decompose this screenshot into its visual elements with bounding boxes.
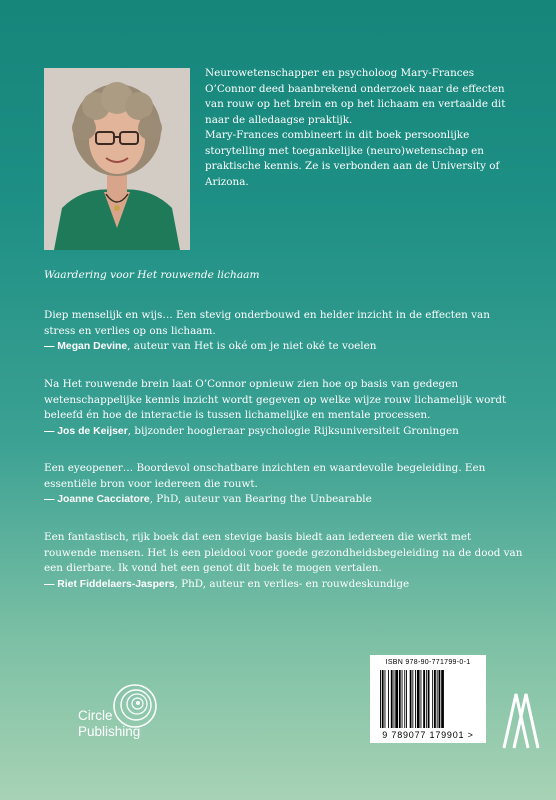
bio-paragraph-1: Neurowetenschapper en psycholoog Mary-Frances O’Connor deed baanbrekend onderzoek naar de effecten van rouw op het brein en op het lichaam en vertaalde dit naar de alledaagse praktijk. xyxy=(205,67,506,126)
review-quote-2 xyxy=(44,377,524,439)
reviewer-name: — Riet Fiddelaers-Jaspers xyxy=(44,578,175,590)
chevron-spine-logo-icon xyxy=(500,690,540,750)
review-text: Na Het rouwende brein laat O’Connor opnieuw zien hoe op basis van gedegen wetenschappelijke kennis inzicht wordt gegeven op welke wijze rouw lichamelijk wordt beleefd én hoe de interactie is tussen lichamelijke en mentale processen. xyxy=(44,378,507,421)
reviewer-credentials: , PhD, auteur en verlies- en rouwdeskundige xyxy=(174,577,410,590)
review-text: Een eyeopener… Boordevol onschatbare inzichten en waardevolle begeleiding. Een essentiële bron voor iedereen die rouwt. xyxy=(44,462,486,490)
reviewer-name: — Megan Devine xyxy=(44,341,128,352)
review-quote-4 xyxy=(44,530,524,592)
review-attribution xyxy=(44,339,524,355)
reviewer-name: — Jos de Keijser xyxy=(44,425,128,437)
review-quote-3 xyxy=(44,461,524,508)
reviewer-credentials: , PhD, auteur van Bearing the Unbearable xyxy=(149,493,372,505)
barcode-bars xyxy=(380,670,476,728)
reviews-heading: Waardering voor Het rouwende lichaam xyxy=(44,269,260,281)
review-attribution xyxy=(44,492,524,508)
isbn-number: ISBN 978-90-771799-0-1 xyxy=(385,659,471,666)
review-attribution xyxy=(44,424,524,440)
author-bio xyxy=(205,66,525,190)
publisher-name xyxy=(78,708,158,740)
reviewer-credentials: , bijzonder hoogleraar psychologie Rijksuniversiteit Groningen xyxy=(127,424,459,437)
bio-paragraph-2: Mary-Frances combineert in dit boek persoonlijke storytelling met toegankelijke (neuro)wetenschap en praktische kennis. Ze is verbonden aan de University of Arizona. xyxy=(205,129,500,188)
publisher-line-2: Publishing xyxy=(78,724,141,739)
author-photo xyxy=(44,68,190,250)
reviewer-credentials: , auteur van Het is oké om je niet oké te voelen xyxy=(127,340,377,352)
isbn-barcode xyxy=(370,655,486,743)
reviewer-name: — Joanne Cacciatore xyxy=(44,494,150,505)
review-quote-1 xyxy=(44,308,524,355)
ean-number: 9 789077 179901 > xyxy=(382,730,474,740)
review-text: Diep menselijk en wijs… Een stevig onderbouwd en helder inzicht in de effecten van stress en verlies op ons lichaam. xyxy=(44,309,490,337)
review-attribution xyxy=(44,577,524,593)
publisher-line-1: Circle xyxy=(78,708,113,723)
review-text: Een fantastisch, rijk boek dat een stevige basis biedt aan iedereen die werkt met rouwende mensen. Het is een pleidooi voor goede gezondheidsbegeleiding na de dood van een dierbare. Ik vond het een genot dit boek te mogen vertalen. xyxy=(44,531,523,574)
